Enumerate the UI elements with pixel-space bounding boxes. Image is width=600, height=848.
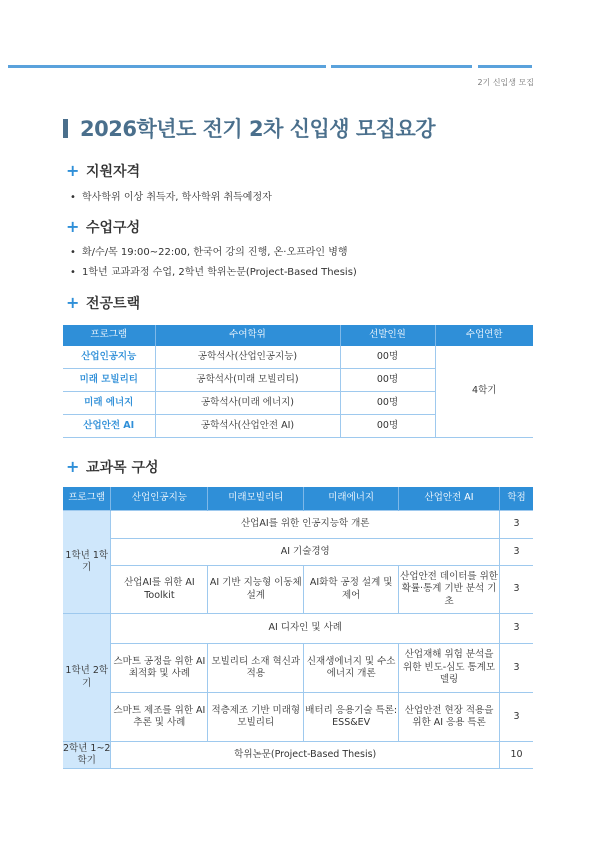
count-cell: 00명 xyxy=(340,346,435,369)
table-header-row xyxy=(63,487,533,511)
table-row xyxy=(63,742,533,769)
section-heading: 전공트랙 xyxy=(86,296,141,312)
year-semester-cell: 1학년 2학기 xyxy=(63,614,111,742)
table-row xyxy=(63,644,533,693)
page-title-text: 2026학년도 전기 2차 신입생 모집요강 xyxy=(80,117,436,141)
bullet-text: 학사학위 이상 취득자, 학사학위 취득예정자 xyxy=(82,192,272,203)
course-cell: 산업AI를 위한 인공지능학 개론 xyxy=(111,511,500,539)
column-header: 프로그램 xyxy=(63,487,111,511)
credit-cell: 3 xyxy=(499,511,533,539)
curriculum-table xyxy=(63,487,533,769)
course-cell: AI 기술경영 xyxy=(111,539,500,566)
course-cell: 산업안전 데이터를 위한 확률·통계 기반 분석 기초 xyxy=(399,566,500,614)
year-semester-cell: 1학년 1학기 xyxy=(63,511,111,614)
track-table xyxy=(63,325,533,438)
course-cell: 적층제조 기반 미래형 모빌리티 xyxy=(208,693,304,742)
track-name: 미래 모빌리티 xyxy=(63,369,155,392)
credit-cell: 3 xyxy=(499,644,533,693)
column-header: 학점 xyxy=(499,487,533,511)
bullet-icon: • xyxy=(70,267,76,278)
course-cell: 스마트 공정을 위한 AI 최적화 및 사례 xyxy=(111,644,208,693)
track-name: 산업인공지능 xyxy=(63,346,155,369)
table-row xyxy=(63,511,533,539)
plus-icon: + xyxy=(66,293,80,312)
course-cell: 배터리 응용기술 특론: ESS&EV xyxy=(304,693,399,742)
bullet-item xyxy=(70,243,348,258)
section-curriculum xyxy=(66,457,159,477)
plus-icon: + xyxy=(66,161,80,180)
section-eligibility xyxy=(66,161,140,181)
degree-cell: 공학석사(미래 모빌리티) xyxy=(155,369,340,392)
count-cell: 00명 xyxy=(340,392,435,415)
count-cell: 00명 xyxy=(340,369,435,392)
section-heading: 교과목 구성 xyxy=(86,460,159,476)
year-semester-cell: 2학년 1~2학기 xyxy=(63,742,111,769)
course-cell: AI 디자인 및 사례 xyxy=(111,614,500,644)
track-name: 산업안전 AI xyxy=(63,415,155,438)
course-cell: AI화학 공정 설계 및 제어 xyxy=(304,566,399,614)
column-header: 산업안전 AI xyxy=(399,487,500,511)
section-heading: 수업구성 xyxy=(86,220,141,236)
bullet-text: 1학년 교과과정 수업, 2학년 학위논문(Project-Based Thesis) xyxy=(82,267,357,278)
header-rule xyxy=(8,65,326,68)
table-row xyxy=(63,566,533,614)
credit-cell: 10 xyxy=(499,742,533,769)
section-composition xyxy=(66,217,140,237)
course-cell: AI 기반 지능형 이동체 설계 xyxy=(208,566,304,614)
course-cell: 산업안전 현장 적용을 위한 AI 응용 특론 xyxy=(399,693,500,742)
title-bar xyxy=(63,119,68,138)
page-title xyxy=(63,113,435,143)
section-heading: 지원자격 xyxy=(86,164,141,180)
course-cell: 학위논문(Project-Based Thesis) xyxy=(111,742,500,769)
course-cell: 신재생에너지 및 수소에너지 개론 xyxy=(304,644,399,693)
column-header: 수업연한 xyxy=(435,325,533,346)
section-tracks xyxy=(66,293,140,313)
course-cell: 산업재해 위험 분석을 위한 빈도-심도 통계모델링 xyxy=(399,644,500,693)
table-row xyxy=(63,346,533,369)
bullet-text: 화/수/목 19:00~22:00, 한국어 강의 진행, 온·오프라인 병행 xyxy=(82,247,348,258)
course-cell: 스마트 제조를 위한 AI 추론 및 사례 xyxy=(111,693,208,742)
course-cell: 산업AI를 위한 AI Toolkit xyxy=(111,566,208,614)
count-cell: 00명 xyxy=(340,415,435,438)
plus-icon: + xyxy=(66,457,80,476)
bullet-item xyxy=(70,263,357,278)
bullet-icon: • xyxy=(70,247,76,258)
credit-cell: 3 xyxy=(499,693,533,742)
header-rule xyxy=(478,65,532,68)
table-header-row xyxy=(63,325,533,346)
header-label: 2기 신입생 모집 xyxy=(477,78,534,87)
column-header: 산업인공지능 xyxy=(111,487,208,511)
degree-cell: 공학석사(산업안전 AI) xyxy=(155,415,340,438)
course-cell: 모빌리티 소재 혁신과 적용 xyxy=(208,644,304,693)
credit-cell: 3 xyxy=(499,539,533,566)
column-header: 미래모빌리티 xyxy=(208,487,304,511)
degree-cell: 공학석사(미래 에너지) xyxy=(155,392,340,415)
bullet-icon: • xyxy=(70,192,76,203)
table-row xyxy=(63,539,533,566)
plus-icon: + xyxy=(66,217,80,236)
column-header: 미래에너지 xyxy=(304,487,399,511)
column-header: 수여학위 xyxy=(155,325,340,346)
bullet-item xyxy=(70,188,272,203)
track-name: 미래 에너지 xyxy=(63,392,155,415)
column-header: 선발인원 xyxy=(340,325,435,346)
credit-cell: 3 xyxy=(499,614,533,644)
column-header: 프로그램 xyxy=(63,325,155,346)
degree-cell: 공학석사(산업인공지능) xyxy=(155,346,340,369)
credit-cell: 3 xyxy=(499,566,533,614)
table-row xyxy=(63,693,533,742)
duration-cell: 4학기 xyxy=(435,346,533,438)
header-rule xyxy=(331,65,472,68)
table-row xyxy=(63,614,533,644)
